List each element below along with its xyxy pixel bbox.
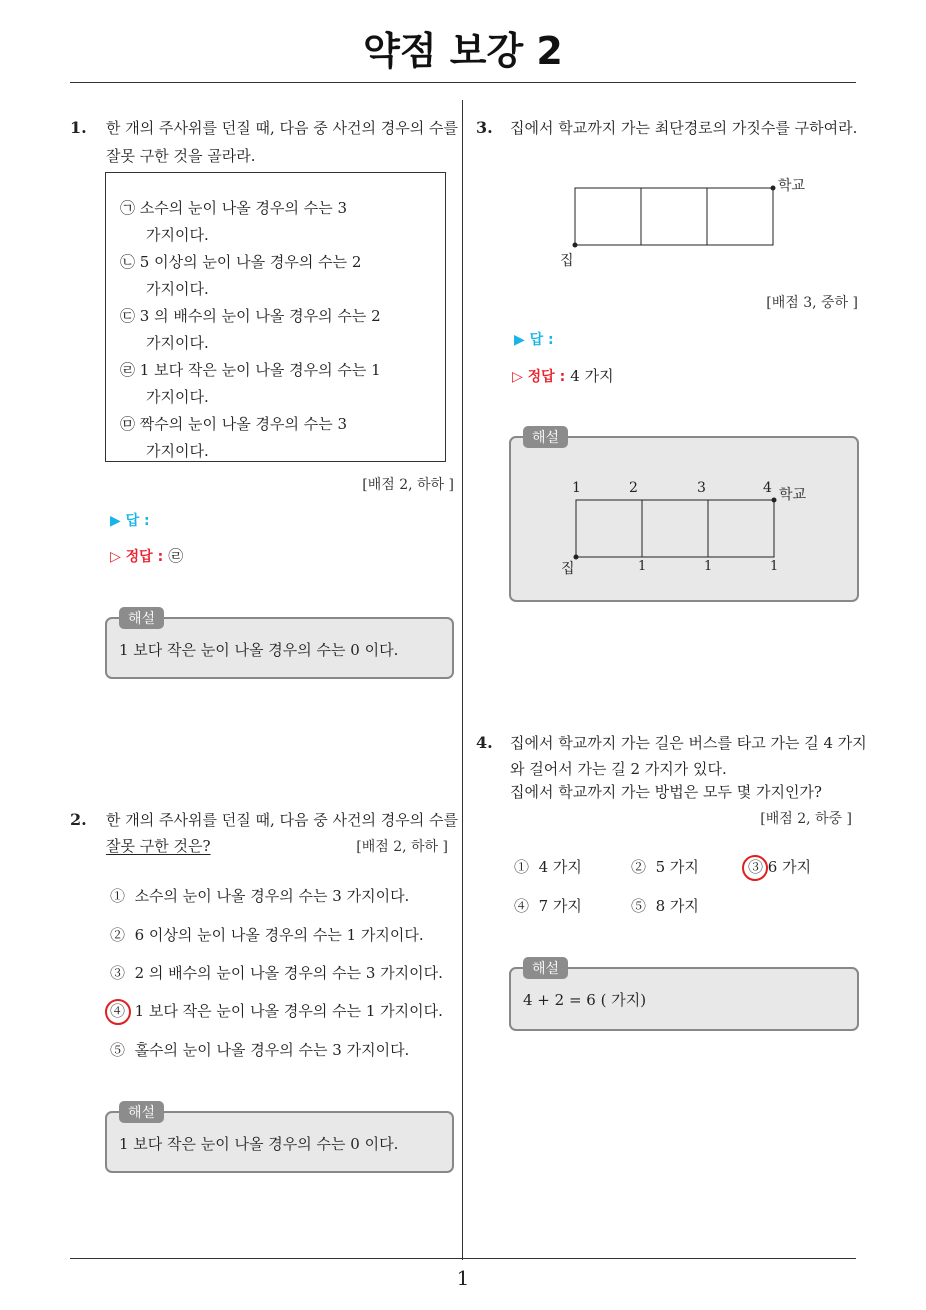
- option-1[interactable]: [514, 854, 582, 881]
- item-text: 3 의 배수의 눈이 나올 경우의 수는 2: [139, 307, 381, 325]
- option-3[interactable]: [110, 960, 443, 987]
- answer-label: ▶ 답 :: [514, 332, 554, 348]
- option-5[interactable]: [110, 1037, 409, 1064]
- question-text-line1: 집에서 학교까지 가는 길은 버스를 타고 가는 길 4 가지: [510, 734, 867, 752]
- item-marker: ㉢: [120, 307, 136, 325]
- home-label: 집: [561, 561, 575, 577]
- statement-item-cont: 가지이다.: [146, 388, 209, 406]
- option-marker: ②: [631, 858, 647, 876]
- option-marker: ①: [110, 887, 126, 905]
- home-label: 집: [560, 253, 574, 269]
- question-text-line3: 집에서 학교까지 가는 방법은 모두 몇 가지인가?: [510, 783, 822, 801]
- explanation-text: 1 보다 작은 눈이 나올 경우의 수는 0 이다.: [119, 641, 399, 659]
- top-count: 2: [629, 480, 638, 496]
- item-marker: ㉣: [120, 361, 136, 379]
- school-label: 학교: [779, 487, 807, 503]
- option-text: 8 가지: [655, 897, 699, 915]
- item-text: 5 이상의 눈이 나올 경우의 수는 2: [139, 253, 362, 271]
- statement-item-cont: 가지이다.: [146, 280, 209, 298]
- page-number: 1: [456, 1266, 470, 1290]
- option-marker: ③: [748, 858, 764, 876]
- option-text: 6 가지: [767, 858, 812, 876]
- bottom-count: 1: [770, 559, 779, 574]
- question-text-line2: 잘못 구한 것을 골라라.: [106, 147, 256, 165]
- header-rule: [70, 82, 856, 83]
- correct-label: ▷ 정답 :: [110, 549, 164, 565]
- question-text-line2: 와 걸어서 가는 길 2 가지가 있다.: [510, 760, 727, 778]
- score-meta: [배점 2, 하하 ]: [362, 477, 454, 493]
- statement-item-cont: 가지이다.: [146, 226, 209, 244]
- item-text: 1 보다 작은 눈이 나올 경우의 수는 1: [139, 361, 381, 379]
- explanation-tab: 해설: [523, 957, 568, 979]
- option-text: 홀수의 눈이 나올 경우의 수는 3 가지이다.: [134, 1041, 410, 1059]
- explanation-box: [105, 1105, 454, 1173]
- explanation-box: [509, 430, 859, 602]
- question-number: 2.: [70, 810, 87, 829]
- correct-answer: [512, 365, 614, 386]
- option-marker: ⑤: [110, 1041, 126, 1059]
- option-marker: ③: [110, 964, 126, 982]
- option-1[interactable]: [110, 883, 409, 910]
- question-number: 3.: [476, 118, 493, 137]
- option-5[interactable]: [631, 893, 699, 920]
- option-text: 4 가지: [538, 858, 582, 876]
- option-text: 1 보다 작은 눈이 나올 경우의 수는 1 가지이다.: [134, 1002, 443, 1020]
- explanation-box: [105, 611, 454, 679]
- statement-item: [120, 411, 347, 438]
- score-meta: [배점 2, 하하 ]: [356, 839, 448, 855]
- answer-label: ▶ 답 :: [110, 513, 150, 529]
- selected-answer-circle: [105, 999, 131, 1025]
- top-count: 1: [572, 480, 581, 496]
- column-divider: [462, 100, 463, 1260]
- item-marker: ㉤: [120, 415, 136, 433]
- item-text: 짝수의 눈이 나올 경우의 수는 3: [139, 415, 348, 433]
- score-meta: [배점 2, 하중 ]: [760, 811, 852, 827]
- correct-label: ▷ 정답 :: [512, 369, 566, 385]
- option-text: 7 가지: [538, 897, 582, 915]
- top-count: 3: [697, 480, 706, 496]
- option-marker: ④: [110, 1002, 126, 1020]
- option-marker: ②: [110, 926, 126, 944]
- question-text-line2: 잘못 구한 것은?: [106, 837, 211, 855]
- option-marker: ④: [514, 897, 530, 915]
- statement-item: [120, 249, 361, 276]
- question-text-line1: 한 개의 주사위를 던질 때, 다음 중 사건의 경우의 수를: [106, 119, 458, 137]
- correct-value: ㉣: [168, 547, 184, 565]
- page-title: 약점 보강 2: [363, 29, 563, 73]
- statement-item-cont: 가지이다.: [146, 442, 209, 460]
- question-text: 집에서 학교까지 가는 최단경로의 가짓수를 구하여라.: [510, 119, 858, 137]
- option-4[interactable]: [110, 998, 443, 1025]
- option-text: 2 의 배수의 눈이 나올 경우의 수는 3 가지이다.: [134, 964, 443, 982]
- option-marker: ①: [514, 858, 530, 876]
- option-text: 6 이상의 눈이 나올 경우의 수는 1 가지이다.: [134, 926, 424, 944]
- item-marker: ㉠: [120, 199, 136, 217]
- option-text: 5 가지: [655, 858, 699, 876]
- question-number: 1.: [70, 118, 87, 137]
- item-marker: ㉡: [120, 253, 136, 271]
- statement-item: [120, 303, 381, 330]
- option-text: 소수의 눈이 나올 경우의 수는 3 가지이다.: [134, 887, 410, 905]
- statement-item-cont: 가지이다.: [146, 334, 209, 352]
- statement-item: [120, 357, 381, 384]
- score-meta: [배점 3, 중하 ]: [766, 295, 858, 311]
- correct-answer: [110, 545, 183, 566]
- footer-rule: [70, 1258, 856, 1259]
- explanation-tab: 해설: [523, 426, 568, 448]
- selected-answer-circle: [742, 855, 768, 881]
- statement-item: [120, 195, 347, 222]
- explanation-text: 1 보다 작은 눈이 나올 경우의 수는 0 이다.: [119, 1135, 399, 1153]
- question-number: 4.: [476, 733, 493, 752]
- explanation-box: [509, 961, 859, 1031]
- option-2[interactable]: [110, 922, 424, 949]
- option-4[interactable]: [514, 893, 582, 920]
- option-2[interactable]: [631, 854, 699, 881]
- top-count: 4: [763, 480, 772, 496]
- statement-box: [105, 172, 446, 462]
- bottom-count: 1: [704, 559, 713, 574]
- option-marker: ⑤: [631, 897, 647, 915]
- item-text: 소수의 눈이 나올 경우의 수는 3: [139, 199, 348, 217]
- explanation-text: 4 + 2 = 6 ( 가지): [523, 991, 647, 1009]
- explanation-tab: 해설: [119, 607, 164, 629]
- question-text-line1: 한 개의 주사위를 던질 때, 다음 중 사건의 경우의 수를: [106, 811, 458, 829]
- correct-value: 4 가지: [570, 367, 614, 385]
- explanation-tab: 해설: [119, 1101, 164, 1123]
- bottom-count: 1: [638, 559, 647, 574]
- school-label: 학교: [778, 178, 806, 194]
